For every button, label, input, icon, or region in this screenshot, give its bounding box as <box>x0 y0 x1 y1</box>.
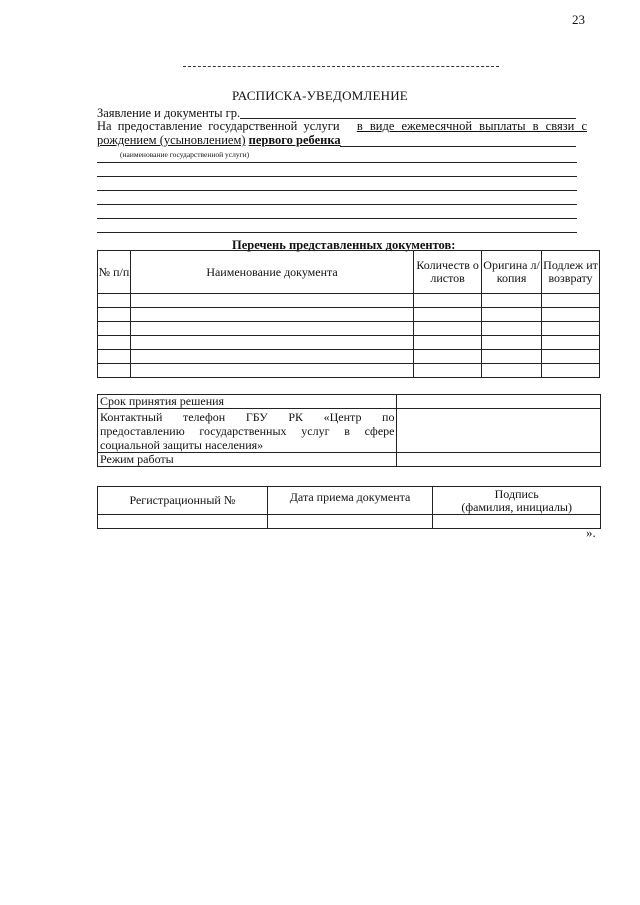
table-row[interactable] <box>98 308 600 322</box>
signature-cell[interactable] <box>433 515 601 529</box>
registration-number-cell[interactable] <box>98 515 268 529</box>
receipt-date-header: Дата приема документа <box>267 487 433 515</box>
service-underline <box>340 146 576 147</box>
registration-number-header: Регистрационный № <box>98 487 268 515</box>
service-label: На предоставление государственной услуги <box>97 119 340 133</box>
page-number: 23 <box>572 12 585 27</box>
documents-table <box>97 250 600 378</box>
service-name-part-2: рождением (усыновлением) <box>97 133 246 147</box>
col-header-document-name: Наименование документа <box>130 251 413 294</box>
blank-line-4[interactable] <box>97 204 577 205</box>
col-header-number: № п/п <box>98 251 131 294</box>
cut-line <box>183 66 499 67</box>
col-header-to-return: Подлеж ит возврату <box>542 251 600 294</box>
receipt-date-cell[interactable] <box>267 515 433 529</box>
signature-header <box>433 487 601 515</box>
col-header-original-copy: Оригина л/копия <box>482 251 542 294</box>
table-row[interactable] <box>98 350 600 364</box>
info-table <box>97 394 601 467</box>
decision-deadline-label: Срок принятия решения <box>98 395 397 409</box>
service-line-2 <box>97 133 341 147</box>
work-hours-value[interactable] <box>397 453 601 467</box>
service-name-part-3: первого ребенка <box>248 133 341 147</box>
closing-quote: ». <box>586 525 596 540</box>
signature-header-line-2: (фамилия, инициалы) <box>461 499 572 514</box>
blank-line-3[interactable] <box>97 190 577 191</box>
table-row[interactable] <box>98 364 600 378</box>
blank-line-1[interactable] <box>97 162 577 163</box>
contact-phone-line-1: Контактный телефон ГБУ РК «Центр по <box>100 409 395 424</box>
contact-phone-line-3: социальной защиты населения» <box>100 437 264 452</box>
table-row[interactable] <box>98 336 600 350</box>
applicant-label: Заявление и документы гр. <box>97 106 241 120</box>
contact-phone-value[interactable] <box>397 409 601 453</box>
table-row[interactable] <box>98 322 600 336</box>
table-row[interactable] <box>98 294 600 308</box>
work-hours-label: Режим работы <box>98 453 397 467</box>
blank-line-5[interactable] <box>97 218 577 219</box>
contact-phone-label <box>98 409 397 453</box>
signature-header-line-1: Подпись <box>494 486 539 501</box>
registration-table <box>97 486 601 529</box>
documents-heading: Перечень представленных документов: <box>232 238 456 252</box>
table-row[interactable] <box>98 515 601 529</box>
contact-phone-line-2: предоставлению государственных услуг в сфере <box>100 423 395 438</box>
service-name-part-1: в виде ежемесячной выплаты в связи с <box>356 119 587 133</box>
document-title: РАСПИСКА-УВЕДОМЛЕНИЕ <box>232 88 408 103</box>
blank-line-2[interactable] <box>97 176 577 177</box>
col-header-sheet-count: Количеств о листов <box>414 251 482 294</box>
service-line-1 <box>97 119 587 133</box>
blank-line-6[interactable] <box>97 232 577 233</box>
decision-deadline-value[interactable] <box>397 395 601 409</box>
service-caption: (наименование государственной услуги) <box>120 150 250 159</box>
